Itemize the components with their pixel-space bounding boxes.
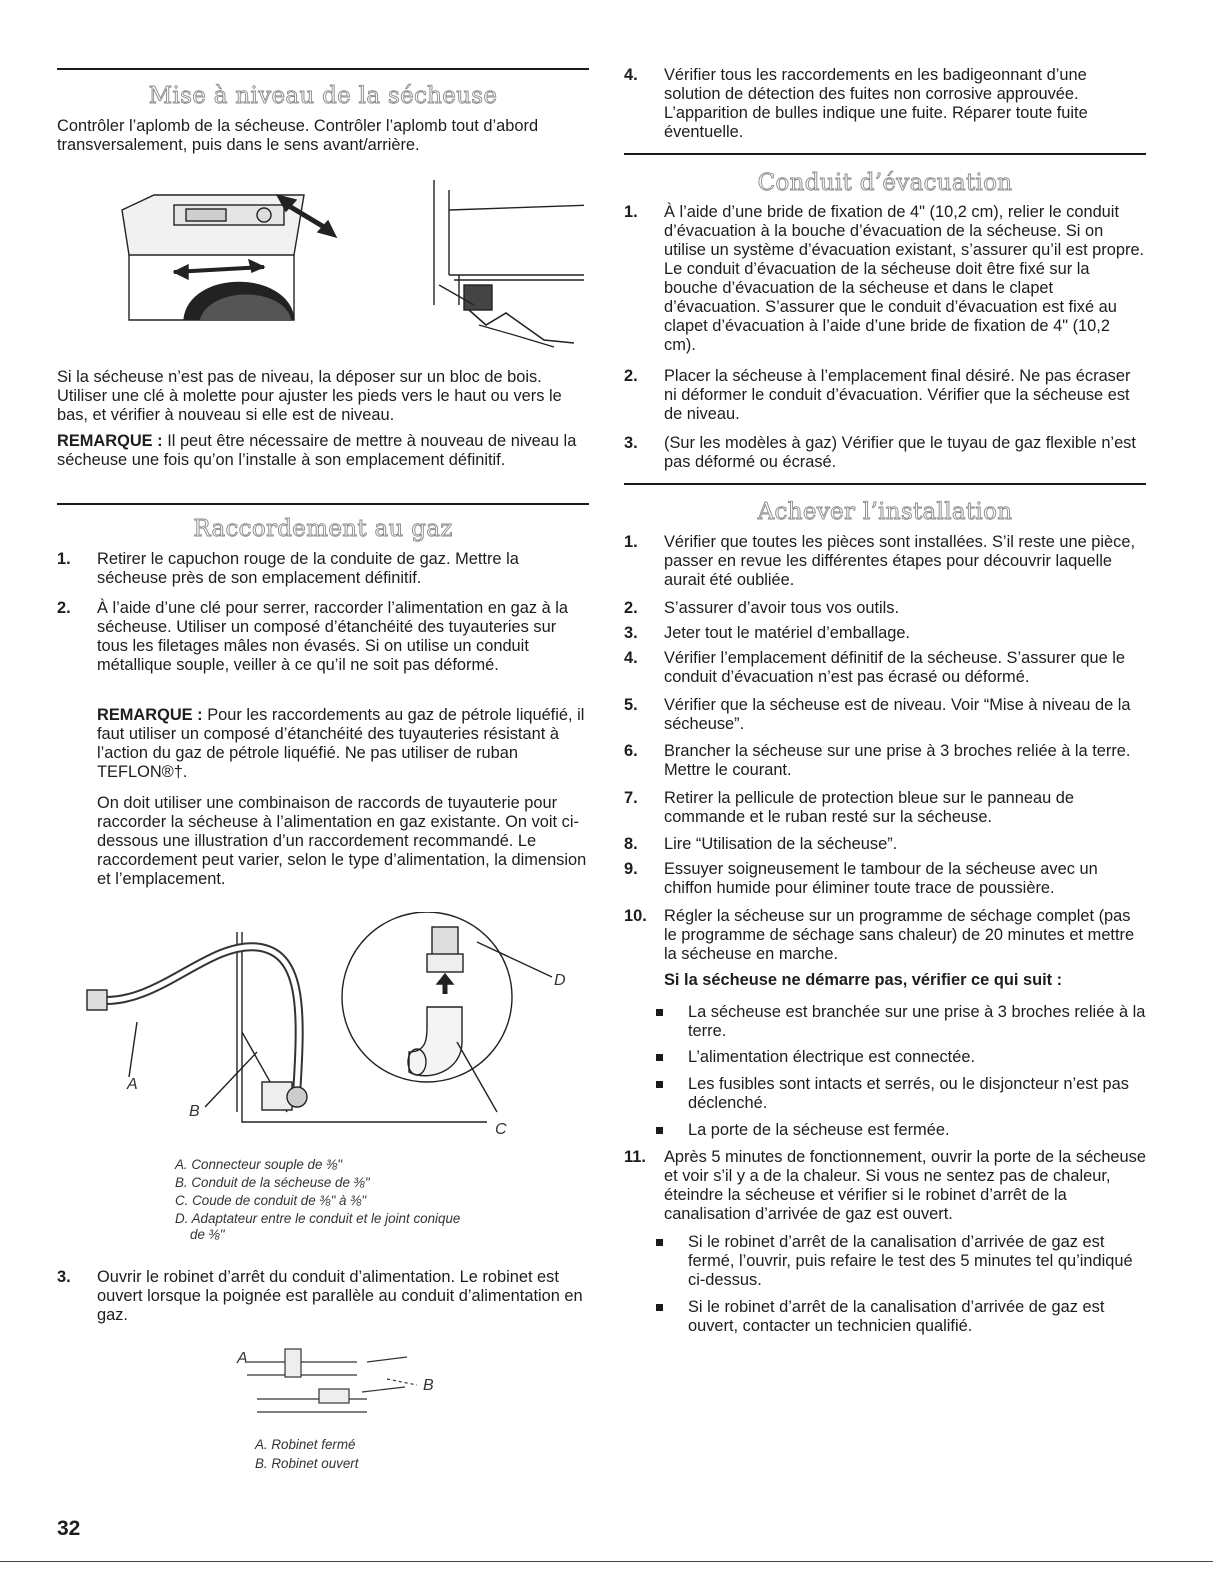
step-number: 1. [624,533,638,551]
exhaust-step-1 [624,203,1146,355]
step11-bullet [688,1233,1146,1290]
gas-caption-d-cont: de ⅜" [190,1227,225,1242]
note-label: REMARQUE : [97,706,203,724]
section-heading-exhaust: Conduit d’évacuation [757,170,1013,196]
section-rule [624,153,1146,155]
step-number: 8. [624,835,638,853]
gas-caption-a: A. Connecteur souple de ⅜" [175,1157,343,1172]
finish-step-5 [624,696,1146,734]
leveling-illustration [114,175,584,365]
gas-step-3 [57,1268,589,1325]
bullet-square [656,1009,663,1016]
step-number: 1. [624,203,638,221]
finish-step-11 [624,1148,1146,1224]
step-number: 10. [624,907,647,925]
section-heading-leveling: Mise à niveau de la sécheuse [148,83,498,109]
gas-caption-d: D. Adaptateur entre le conduit et le joint conique [175,1211,461,1226]
bullet-square [656,1081,663,1088]
section-rule [57,68,589,70]
note-text: Pour les raccordements au gaz de pétrole liquéfié, il faut utiliser un composé d’étanchéité des tuyauteries résistant à l’action du gaz de pétrole liquéfié. Ne pas utiliser de ruban TEFLON®†. [97,706,585,781]
section-heading-gas: Raccordement au gaz [193,516,453,542]
step-text: (Sur les modèles à gaz) Vérifier que le tuyau de gaz flexible n’est pas déformé ou écrasé. [664,434,1136,471]
step-number: 5. [624,696,638,714]
step-number: 6. [624,742,638,760]
page-number: 32 [57,1517,81,1540]
bullet-text: La sécheuse est branchée sur une prise à 3 broches reliée à la terre. [688,1003,1146,1040]
step-text: Vérifier que la sécheuse est de niveau. Voir “Mise à niveau de la sécheuse”. [664,696,1131,733]
check-bullet [688,1121,1146,1140]
gas-note [97,706,589,782]
fig-label-d: D [554,972,566,989]
step-text: À l’aide d’une bride de fixation de 4" (10,2 cm), relier le conduit d’évacuation à la bouche d’évacuation de la sécheuse. Si on utilise un système d’évacuation existant, s’assurer qu’il est propre. Le conduit d’évacuation de la sécheuse doit être fixé sur la bouche d’évacuation de la sécheuse et dans le clapet d’évacuation. S’assurer que le conduit d’évacuation est fixé au clapet d’évacuation à l’aide d’une bride de fixation de 4" (10,2 cm). [664,203,1145,354]
step-number: 11. [624,1148,646,1166]
valve-label-b: B [423,1377,434,1394]
left-column [57,0,589,1575]
bullet-square [656,1239,663,1246]
bullet-square [656,1304,663,1311]
step-number: 4. [624,66,638,84]
step-text: S’assurer d’avoir tous vos outils. [664,599,900,617]
gas-step-1 [57,550,589,588]
finish-step-1 [624,533,1146,590]
bullet-square [656,1127,663,1134]
check-bullet [688,1075,1146,1113]
bullet-text: Les fusibles sont intacts et serrés, ou le disjoncteur n’est pas déclenché. [688,1075,1129,1112]
bullet-text: L’alimentation électrique est connectée. [688,1048,976,1066]
valve-caption-b: B. Robinet ouvert [255,1456,359,1471]
step-text: Après 5 minutes de fonctionnement, ouvrir la porte de la sécheuse et voir s’il y a de la chaleur. Si vous ne sentez pas de chaleur, éteindre la sécheuse et vérifier si le robinet d’arrêt de la canalisation d’arrivée de gaz est ouvert. [664,1148,1146,1223]
valve-illustration [227,1337,457,1427]
finish-step-10 [624,907,1146,964]
exhaust-step-2 [624,367,1146,424]
step-text: Retirer le capuchon rouge de la conduite de gaz. Mettre la sécheuse près de son emplacement définitif. [97,550,519,587]
bullet-text: Si le robinet d’arrêt de la canalisation d’arrivée de gaz est fermé, l’ouvrir, puis refaire le test des 5 minutes tel qu’indiqué ci-dessus. [688,1233,1133,1289]
step-text: Vérifier tous les raccordements en les badigeonnant d’une solution de détection des fuites non corrosive approuvée. L’apparition de bulles indique une fuite. Réparer toute fuite éventuelle. [664,66,1088,141]
right-column [624,0,1146,1575]
step-number: 2. [57,599,71,617]
step-text: Ouvrir le robinet d’arrêt du conduit d’alimentation. Le robinet est ouvert lorsque la poignée est parallèle au conduit d’alimentation en gaz. [97,1268,583,1324]
gas-para: On doit utiliser une combinaison de raccords de tuyauterie pour raccorder la sécheuse à l’alimentation en gaz existante. On voit ci-dessous une illustration d’un raccordement recommandé. Le raccordement peut varier, selon le type d’alimentation, la dimension et l’emplacement. [97,794,587,888]
bullet-text: Si le robinet d’arrêt de la canalisation d’arrivée de gaz est ouvert, contacter un technicien qualifié. [688,1298,1105,1335]
step-text: À l’aide d’une clé pour serrer, raccorder l’alimentation en gaz à la sécheuse. Utiliser un composé d’étanchéité des tuyauteries sur tous les filetages mâles non évasés. Si on utilise un conduit métallique souple, veiller à ce qu’il ne soit pas déformé. [97,599,569,674]
footer-rule [0,1561,1213,1562]
step-number: 9. [624,860,638,878]
note-text: Il peut être nécessaire de mettre à nouveau de niveau la sécheuse une fois qu’on l’installe à son emplacement définitif. [57,432,577,469]
finish-step-8 [624,835,1146,854]
step-text: Placer la sécheuse à l’emplacement final désiré. Ne pas écraser ni déformer le conduit d’évacuation. Vérifier que la sécheuse est de niveau. [664,367,1131,423]
fig-label-b: B [189,1103,200,1120]
finish-step-6 [624,742,1146,780]
check-title: Si la sécheuse ne démarre pas, vérifier ce qui suit : [664,971,1063,989]
step-text: Vérifier que toutes les pièces sont installées. S’il reste une pièce, passer en revue les différentes étapes pour découvrir laquelle aurait été oubliée. [664,533,1136,589]
step11-bullet [688,1298,1146,1336]
leveling-after: Si la sécheuse n’est pas de niveau, la déposer sur un bloc de bois. Utiliser une clé à molette pour ajuster les pieds vers le haut ou vers le bas, et vérifier à nouveau si elle est de niveau. [57,368,562,424]
step-text: Jeter tout le matériel d’emballage. [664,624,910,642]
step-text: Lire “Utilisation de la sécheuse”. [664,835,898,853]
valve-label-a: A [237,1350,248,1367]
step-number: 7. [624,789,638,807]
step-text: Vérifier l’emplacement définitif de la sécheuse. S’assurer que le conduit d’évacuation n’est pas écrasé ou déformé. [664,649,1125,686]
fig-label-c: C [495,1121,507,1138]
fig-label-a: A [127,1076,138,1093]
step-number: 1. [57,550,71,568]
step-text: Retirer la pellicule de protection bleue sur le panneau de commande et le ruban resté sur la sécheuse. [664,789,1075,826]
gas-caption-c: C. Coude de conduit de ⅜" à ⅜" [175,1193,367,1208]
valve-caption-a: A. Robinet fermé [255,1437,356,1452]
step-number: 3. [624,434,638,452]
leveling-note [57,432,589,470]
check-bullet [688,1003,1146,1041]
step-text: Brancher la sécheuse sur une prise à 3 broches reliée à la terre. Mettre le courant. [664,742,1131,779]
step-number: 2. [624,599,638,617]
leveling-intro: Contrôler l’aplomb de la sécheuse. Contrôler l’aplomb tout d’abord transversalement, puis dans le sens avant/arrière. [57,117,539,154]
finish-step-3 [624,624,1146,643]
step-number: 2. [624,367,638,385]
check-bullet [688,1048,1146,1067]
step-number: 4. [624,649,638,667]
step-text: Régler la sécheuse sur un programme de séchage complet (pas le programme de séchage sans chaleur) de 20 minutes et mettre la sécheuse en marche. [664,907,1135,963]
finish-step-9 [624,860,1146,898]
exhaust-step-3 [624,434,1146,472]
finish-step-2 [624,599,1146,618]
step-number: 3. [624,624,638,642]
finish-step-7 [624,789,1146,827]
finish-step-4 [624,649,1146,687]
gas-caption-b: B. Conduit de la sécheuse de ⅜" [175,1175,370,1190]
step-text: Essuyer soigneusement le tambour de la sécheuse avec un chiffon humide pour éliminer toute trace de poussière. [664,860,1098,897]
note-label: REMARQUE : [57,432,163,450]
gas-step-4 [624,66,1146,142]
step-number: 3. [57,1268,71,1286]
bullet-text: La porte de la sécheuse est fermée. [688,1121,950,1139]
section-heading-finish: Achever l’installation [757,499,1013,525]
section-rule [57,503,589,505]
bullet-square [656,1054,663,1061]
gas-connection-illustration [57,912,589,1147]
gas-step-2 [57,599,589,675]
section-rule [624,483,1146,485]
